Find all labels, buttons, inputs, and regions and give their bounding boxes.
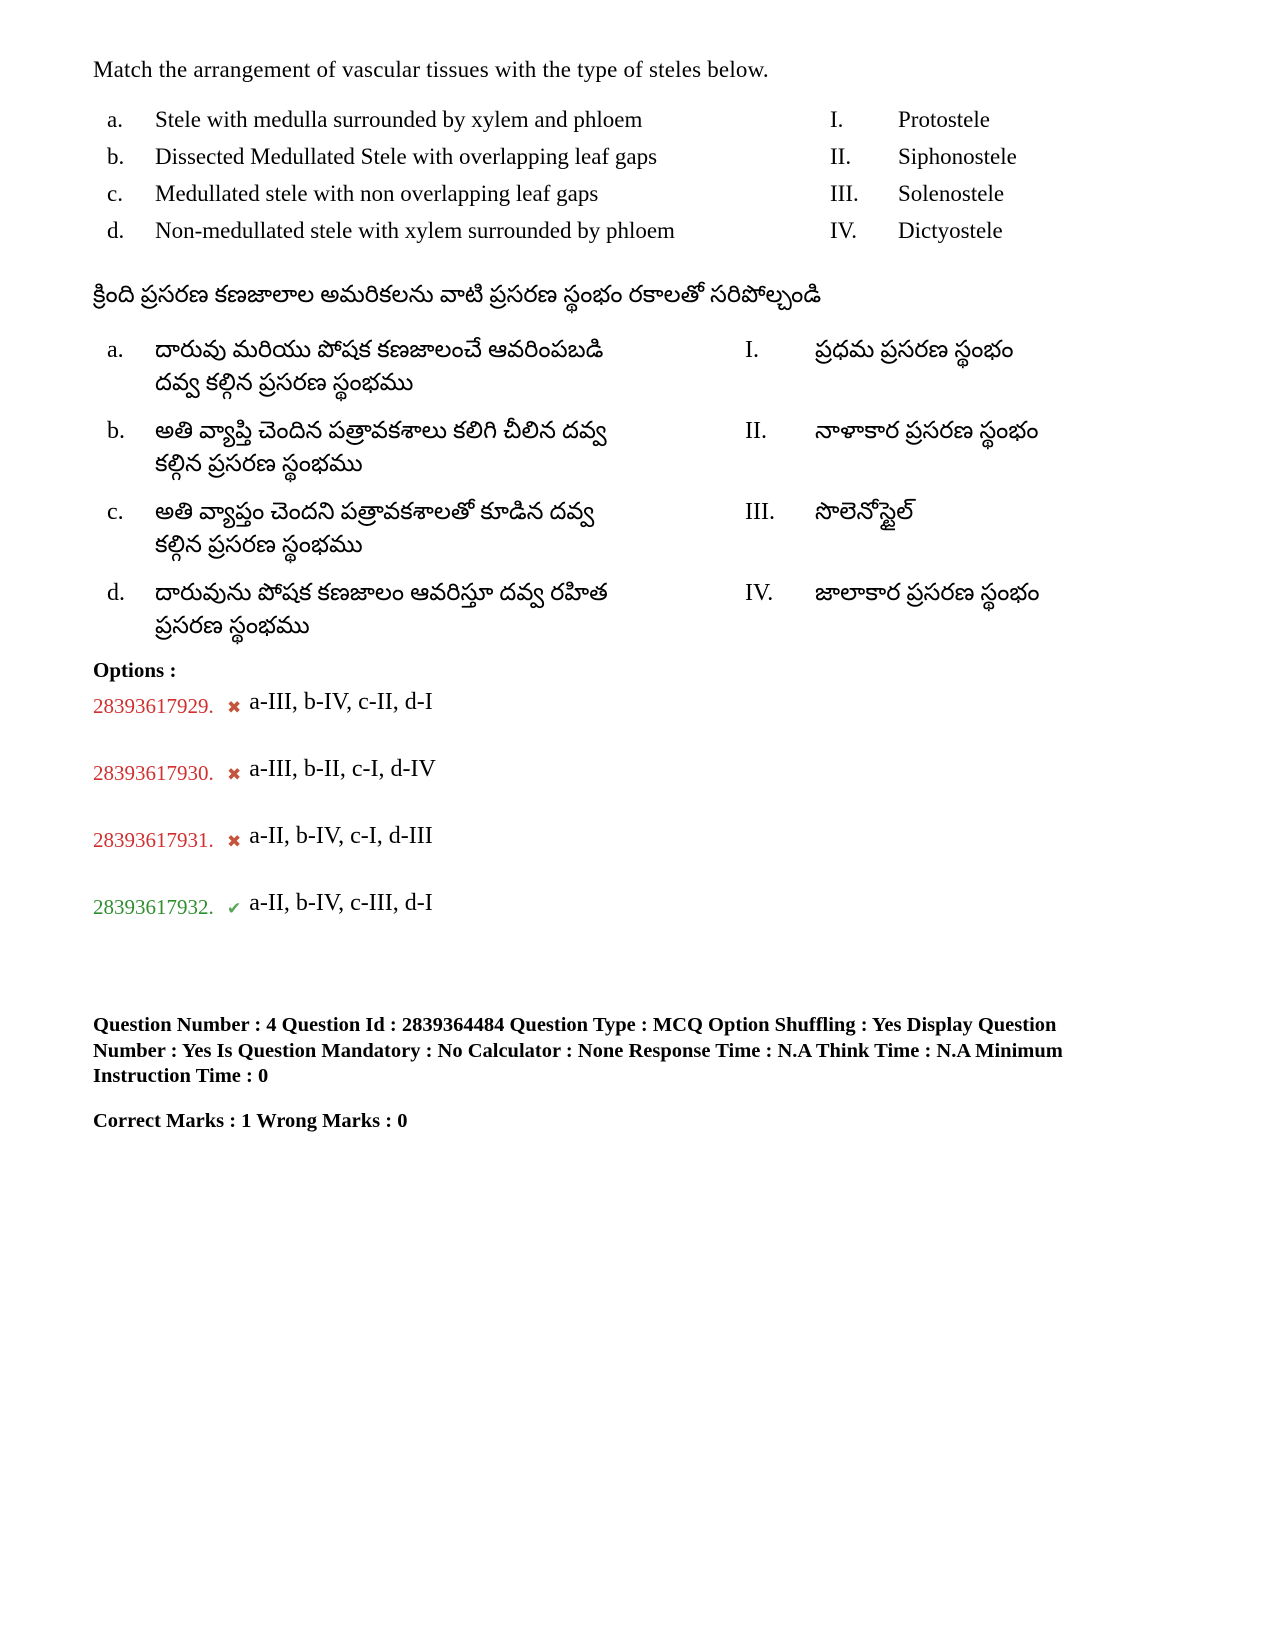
option-id: 28393617932. [93,895,214,919]
match-numeral: II. [745,418,767,444]
option-id: 28393617930. [93,761,214,785]
match-row [107,101,1215,138]
option-text: a-II, b-IV, c-III, d-I [249,890,433,916]
option-row [93,756,1215,817]
match-numeral: I. [745,337,759,363]
option-id: 28393617929. [93,694,214,718]
match-numeral: III. [745,499,775,525]
option-row [93,890,1215,951]
question-text-telugu: క్రింది ప్రసరణ కణజాలాల అమరికలను వాటి ప్రసరణ స్థంభం రకాలతో సరిపోల్చండి [93,282,822,308]
match-row [107,138,1215,175]
item-text: అతి వ్యాప్తం చెందని పత్రావకశాలతో కూడిన దవ్వ కల్గిన ప్రసరణ స్థంభము [155,499,595,558]
match-numeral: III. [830,181,859,206]
match-text: జాలాకార ప్రసరణ స్థంభం [815,580,1040,606]
match-row [107,496,1215,562]
match-text: Solenostele [898,181,1005,206]
option-row [93,689,1215,750]
match-row [107,415,1215,481]
item-text: Stele with medulla surrounded by xylem and phloem [155,107,643,132]
match-row [107,334,1215,400]
match-text: Protostele [898,107,990,132]
match-numeral: IV. [830,218,858,243]
item-text: అతి వ్యాప్తి చెందిన పత్రావకశాలు కలిగి చీలిన దవ్వ కల్గిన ప్రసరణ స్థంభము [155,418,607,477]
item-text: దారువు మరియు పోషక కణజాలంచే ఆవరింపబడి దవ్వ కల్గిన ప్రసరణ స్థంభము [155,337,604,396]
option-id: 28393617931. [93,828,214,852]
item-text: Medullated stele with non overlapping leaf gaps [155,181,599,206]
item-letter: c. [107,499,124,525]
match-row [107,175,1215,212]
item-letter: a. [107,337,124,363]
item-letter: a. [107,107,123,132]
item-letter: b. [107,144,125,169]
match-row [107,212,1215,249]
option-row [93,823,1215,884]
item-letter: c. [107,181,123,206]
item-text: Non-medullated stele with xylem surrounded by phloem [155,218,675,243]
match-row [107,577,1215,643]
match-text: సొలెనోస్టైల్ [815,499,914,525]
match-text: Siphonostele [898,144,1017,169]
item-text: దారువును పోషక కణజాలం ఆవరిస్తూ దవ్వ రహిత ప్రసరణ స్థంభము [155,580,608,639]
option-text: a-II, b-IV, c-I, d-III [249,823,433,849]
question-text-english: Match the arrangement of vascular tissues with the type of steles below. [93,57,769,82]
match-table-english [107,101,1215,249]
match-numeral: II. [830,144,852,169]
item-text: Dissected Medullated Stele with overlapping leaf gaps [155,144,658,169]
match-table-telugu [107,334,1215,643]
match-text: ప్రధమ ప్రసరణ స్థంభం [815,337,1014,363]
marks-info: Correct Marks : 1 Wrong Marks : 0 [93,1110,408,1132]
match-numeral: I. [830,107,844,132]
match-text: Dictyostele [898,218,1003,243]
wrong-icon: ✖ [227,832,242,852]
options-list [93,689,1215,951]
match-text: నాళాకార ప్రసరణ స్థంభం [815,418,1039,444]
correct-icon: ✔ [227,899,242,919]
item-letter: d. [107,218,125,243]
question-metadata: Question Number : 4 Question Id : 2839364484 Question Type : MCQ Option Shuffling : Yes Display Question Number : Yes Is Question Mandatory : No Calculator : None Response Time : N.A Think Time : N.A Minimum Instruction Time : 0 [93,1014,1063,1087]
options-label: Options : [93,658,177,682]
option-text: a-III, b-IV, c-II, d-I [249,689,433,715]
match-numeral: IV. [745,580,774,606]
option-text: a-III, b-II, c-I, d-IV [249,756,436,782]
item-letter: b. [107,418,125,444]
item-letter: d. [107,580,125,606]
wrong-icon: ✖ [227,698,242,718]
wrong-icon: ✖ [227,765,242,785]
